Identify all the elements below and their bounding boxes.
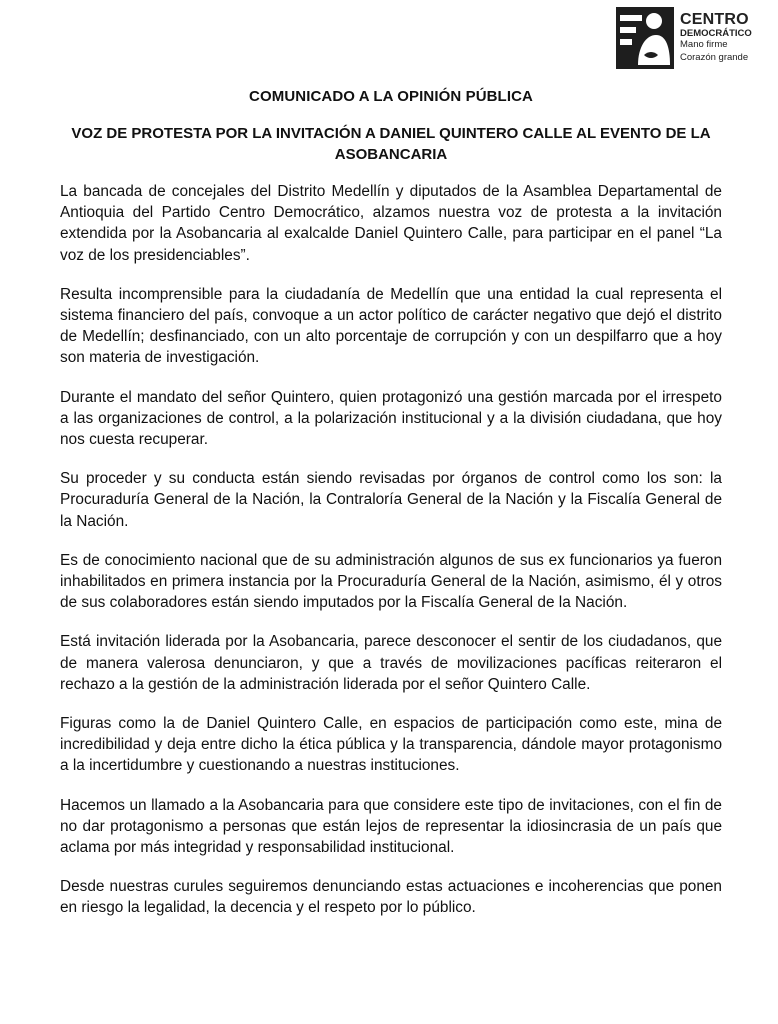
paragraph: Es de conocimiento nacional que de su administración algunos de sus ex funcionarios ya fueron inhabilitados en primera instancia por la Procuraduría General de la Nación, asimismo, él y otros de sus colaboradores están siendo imputados por la Fiscalía General de la Nación.	[60, 551, 722, 612]
party-name-line1: CENTRO	[680, 10, 749, 28]
paragraph: Hacemos un llamado a la Asobancaria para que considere este tipo de invitaciones, con el fin de no dar protagonismo a personas que están lejos de representar la idiosincrasia de un país que aclama por más integridad y responsabilidad institucional.	[60, 796, 722, 857]
paragraph: Durante el mandato del señor Quintero, quien protagonizó una gestión marcada por el irrespeto a las organizaciones de control, a la polarización institucional y a la división ciudadana, que hoy nos cuesta recuperar.	[60, 388, 722, 449]
party-emblem-icon	[616, 7, 674, 69]
party-logo-text	[680, 12, 752, 64]
party-logo	[612, 3, 767, 73]
document-subheading: VOZ DE PROTESTA POR LA INVITACIÓN A DANIEL QUINTERO CALLE AL EVENTO DE LA ASOBANCARIA	[71, 125, 711, 163]
paragraph: Su proceder y su conducta están siendo revisadas por órganos de control como los son: la Procuraduría General de la Nación, la Contraloría General de la Nación y la Fiscalía General de la Nación.	[60, 470, 722, 530]
paragraph: Figuras como la de Daniel Quintero Calle, en espacios de participación como este, mina de incredibilidad y deja entre dicho la ética pública y la transparencia, dándole mayor protagonismo a la incertidumbre y cuestionando a nuestras instituciones.	[60, 715, 722, 775]
paragraph: Está invitación liderada por la Asobancaria, parece desconocer el sentir de los ciudadanos, que de manera valerosa denunciaron, y que a través de movilizaciones pacíficas reiteraron el rechazo a la gestión de la administración liderada por el señor Quintero Calle.	[60, 633, 722, 693]
party-name-line2: DEMOCRÁTICO	[680, 27, 752, 39]
document-heading: COMUNICADO A LA OPINIÓN PÚBLICA	[249, 88, 533, 105]
paragraph: La bancada de concejales del Distrito Medellín y diputados de la Asamblea Departamental de Antioquia del Partido Centro Democrático, alzamos nuestra voz de protesta a la invitación extendida por la Asobancaria al exalcalde Daniel Quintero Calle, para participar en el panel “La voz de los presidenciables”.	[60, 183, 722, 264]
paragraph: Desde nuestras curules seguiremos denunciando estas actuaciones e incoherencias que ponen en riesgo la legalidad, la decencia y el respeto por lo público.	[60, 878, 722, 917]
party-slogan-line1: Mano firme	[680, 39, 728, 51]
party-slogan-line2: Corazón grande	[680, 52, 749, 64]
press-release	[60, 88, 722, 937]
paragraph: Resulta incomprensible para la ciudadanía de Medellín que una entidad la cual representa el sistema financiero del país, convoque a un actor político de carácter negativo que dejó el distrito de Medellín; desfinanciado, con un alto porcentaje de corrupción y con un despilfarro que a hoy son materia de investigación.	[60, 285, 722, 367]
